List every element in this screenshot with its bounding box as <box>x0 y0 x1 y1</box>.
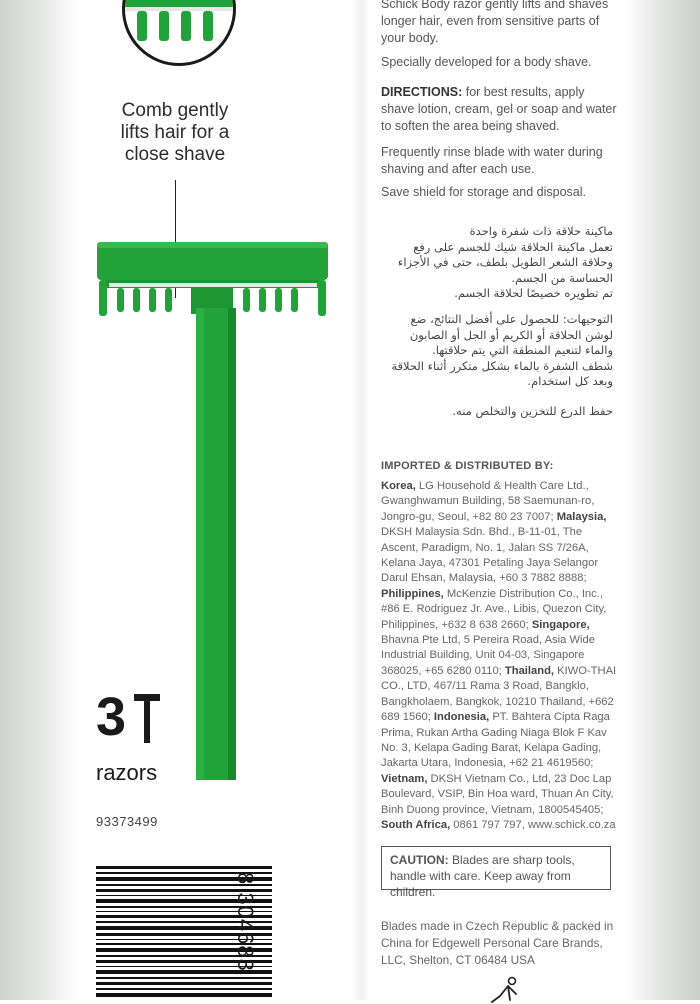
razor-count <box>96 687 162 747</box>
mini-razor-icon <box>132 690 162 746</box>
directions-body: for best results, apply shave lotion, cream, gel or soap and water to soften the area being shaved. <box>381 85 617 133</box>
barcode-digits: 8 304683 <box>233 872 258 972</box>
arabic-line: وحلاقة الشعر الطويل بلطف، حتى في الأجزاء <box>397 255 613 269</box>
package-right-edge <box>625 0 700 1000</box>
made-in-text: Blades made in Czech Republic & packed in China for Edgewell Personal Care Brands, LLC, Shelton, CT 06484 USA <box>381 919 614 967</box>
arabic-line: التوجيهات: للحصول على أفضل النتائج، ضع <box>410 312 613 326</box>
razor-blade <box>109 283 317 287</box>
comb-caption <box>100 100 250 166</box>
comb-closeup-icon <box>122 0 236 66</box>
importer-details: KIWO-THAI CO., LTD, 467/11 Rama 3 Road, Bangklo, Bangkholaem, Bangkok, 10210 Thailand, +662 689 1560; <box>381 664 617 724</box>
caution-label: CAUTION: <box>390 853 449 867</box>
directions-label: DIRECTIONS: <box>381 85 463 99</box>
arabic-line: الحساسة من الجسم. <box>511 270 613 285</box>
caption-line: Comb gently <box>121 100 229 121</box>
directions-text <box>381 84 619 135</box>
package-fold <box>352 0 370 1000</box>
imported-heading: IMPORTED & DISTRIBUTED BY: <box>381 460 554 472</box>
arabic-shield: حفظ الدرع للتخزين والتخلص منه. <box>452 404 613 418</box>
razor-count-number: 3 <box>96 687 127 747</box>
sku-number: 93373499 <box>96 814 158 829</box>
importer-country: Philippines, <box>381 587 444 600</box>
arabic-line: والماء لتنعيم المنطقة التي يتم حلاقتها. <box>432 343 613 357</box>
shield-text: Save shield for storage and disposal. <box>381 185 586 199</box>
importers-list <box>381 479 617 833</box>
developed-text: Specially developed for a body shave. <box>381 55 592 69</box>
caption-line: lifts hair for a <box>120 122 230 143</box>
arabic-line: شطف الشفرة بالماء بشكل متكرر أثناء الحلاقة <box>391 358 613 373</box>
caution-box <box>381 846 611 899</box>
package-left-edge <box>0 0 80 1000</box>
arabic-line: تم تطويره خصيصًا لحلاقة الجسم. <box>454 286 613 300</box>
importer-country: Korea, <box>381 480 416 492</box>
importer-country: Singapore, <box>531 618 590 631</box>
importer-country: Indonesia, <box>433 711 490 724</box>
importer-country: Thailand, <box>504 664 555 677</box>
arabic-line: تعمل ماكينة الحلاقة شيك للجسم على رفع <box>413 239 613 254</box>
rinse-text: Frequently rinse blade with water during shaving and after each use. <box>381 145 603 176</box>
importer-details: McKenzie Distribution Co., Inc., #86 E. Rodriguez Jr. Ave., Libis, Quezon City, Philippines, +632 8 638 2660; <box>381 587 607 631</box>
importer-details: LG Household & Health Care Ltd., Gwanghwamun Building, 58 Saemunan-ro, Jongro-gu, Seoul, +82 80 23 7007; <box>381 480 595 523</box>
importer-details: 0861 797 797, www.schick.co.za <box>450 818 616 831</box>
importer-country: Malaysia, <box>556 510 607 523</box>
arabic-line: ماكينة حلاقة ذات شفرة واحدة <box>469 224 613 238</box>
caption-line: close shave <box>124 144 226 165</box>
importer-details: Bhavna Pte Ltd, 5 Pereira Road, Asia Wide Industrial Building, Unit 04-03, Singapore 368025, +65 6280 0110; <box>381 634 595 677</box>
arabic-line: وبعد كل استخدام. <box>527 374 613 388</box>
arabic-directions <box>381 312 613 390</box>
importer-country: Vietnam, <box>381 772 428 785</box>
intro-text: Schick Body razor gently lifts and shaves longer hair, even from sensitive parts of your body. <box>381 0 609 45</box>
arabic-description <box>381 224 613 302</box>
importer-details: PT. Bahtera Cipta Raga Prima, Rukan Artha Gading Niaga Blok F Kav No. 3, Kelapa Gading Barat, Kelapa Gading, Jakarta Utara, Indonesia, +62 21 4619560; <box>381 711 610 770</box>
importer-details: DKSH Malaysia Sdn. Bhd., B-11-01, The Ascent, Paradigm, No. 1, Jalan SS 7/26A, Kelana Jaya, 47301 Petaling Jaya Selangor Darul Ehsan, Malaysia, +60 3 7882 8888; <box>381 526 599 585</box>
arabic-line: لوشن الحلاقة أو الكريم أو الجل أو الصابون <box>409 327 613 342</box>
razor-count-label: razors <box>96 760 158 785</box>
importer-details: DKSH Vietnam Co., Ltd, 23 Doc Lap Boulevard, VSIP, Bin Hoa ward, Thuan An City, Binh Duong province, Vietnam, 1800545405; <box>381 772 614 816</box>
importer-country: South Africa, <box>381 818 451 831</box>
caution-text: Blades are sharp tools, handle with care. Keep away from children. <box>390 853 575 899</box>
